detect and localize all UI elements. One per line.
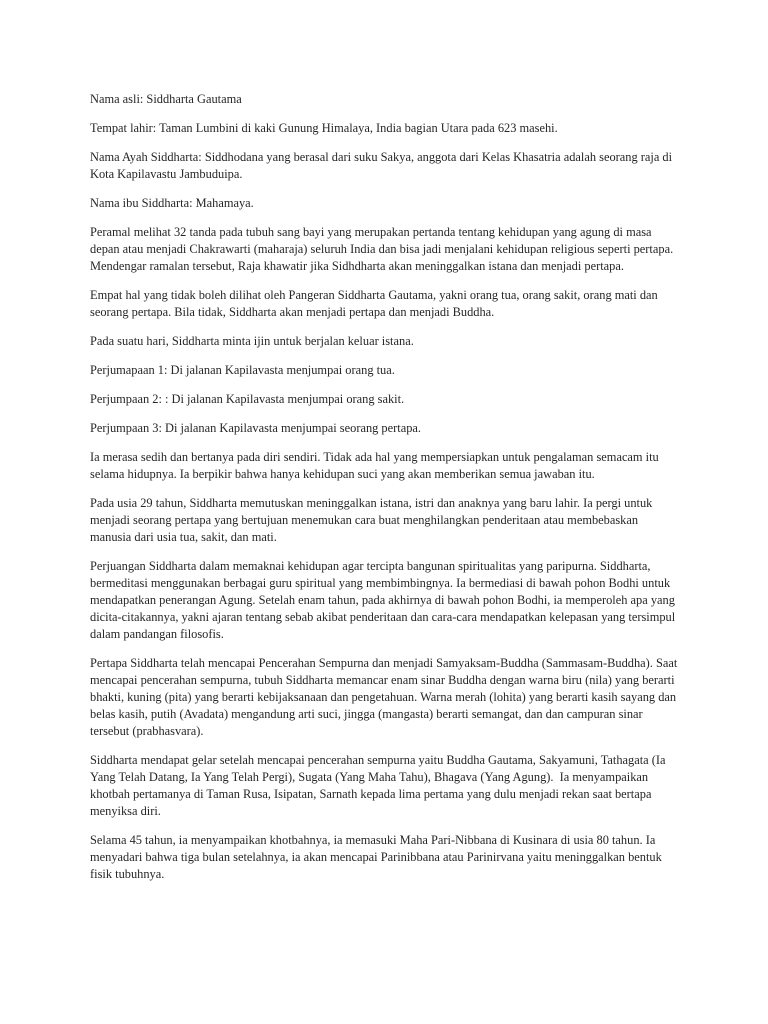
document-page [90, 91, 680, 895]
paragraph-renunciation: Pada usia 29 tahun, Siddharta memutuskan meninggalkan istana, istri dan anaknya yang baru lahir. Ia pergi untuk menjadi seorang pertapa yang bertujuan menemukan cara buat menghilangkan penderitaan atau membebaskan manusia dari usia tua, sakit, dan mati. [90, 496, 656, 544]
paragraph-encounter-3: Perjumpaan 3: Di jalanan Kapilavasta menjumpai seorang pertapa. [90, 421, 421, 435]
paragraph-mother-name: Nama ibu Siddharta: Mahamaya. [90, 196, 254, 210]
paragraph-four-sights: Empat hal yang tidak boleh dilihat oleh Pangeran Siddharta Gautama, yakni orang tua, orang sakit, orang mati dan seorang pertapa. Bila tidak, Siddharta akan menjadi pertapa dan menjadi Buddha. [90, 288, 661, 319]
paragraph-birthplace: Tempat lahir: Taman Lumbini di kaki Gunung Himalaya, India bagian Utara pada 623 masehi. [90, 121, 558, 135]
paragraph-encounter-1: Perjumapaan 1: Di jalanan Kapilavasta menjumpai orang tua. [90, 363, 395, 377]
paragraph-enlightenment: Pertapa Siddharta telah mencapai Pencerahan Sempurna dan menjadi Samyaksam-Buddha (Sammasam-Buddha). Saat mencapai pencerahan sempurna, tubuh Siddharta memancar enam sinar Buddha dengan warna biru (nila) yang berarti bhakti, kuning (pita) yang berarti kebijaksanaan dan pengetahuan. Warna merah (lohita) yang berarti kasih sayang dan belas kasih, putih (Avadata) mengandung arti suci, jingga (mangasta) berarti semangat, dan dan campuran sinar tersebut (prabhasvara). [90, 656, 681, 738]
paragraph-reflection: Ia merasa sedih dan bertanya pada diri sendiri. Tidak ada hal yang mempersiapkan untuk pengalaman semacam itu selama hidupnya. Ia berpikir bahwa hanya kehidupan suci yang akan memberikan semua jawaban itu. [90, 450, 662, 481]
paragraph-parinirvana: Selama 45 tahun, ia menyampaikan khotbahnya, ia memasuki Maha Pari-Nibbana di Kusinara di usia 80 tahun. Ia menyadari bahwa tiga bulan setelahnya, ia akan mencapai Parinibbana atau Parinirvana yaitu meninggalkan bentuk fisik tubuhnya. [90, 833, 665, 881]
paragraph-leaving-palace: Pada suatu hari, Siddharta minta ijin untuk berjalan keluar istana. [90, 334, 414, 348]
paragraph-father-name: Nama Ayah Siddharta: Siddhodana yang berasal dari suku Sakya, anggota dari Kelas Khasatria adalah seorang raja di Kota Kapilavastu Jambuduipa. [90, 150, 676, 181]
paragraph-prophecy: Peramal melihat 32 tanda pada tubuh sang bayi yang merupakan pertanda tentang kehidupan yang agung di masa depan atau menjadi Chakrawarti (maharaja) seluruh India dan bisa jadi menjalani kehidupan religious seperti pertapa. Mendengar ramalan tersebut, Raja khawatir jika Sidhdharta akan meninggalkan istana dan menjadi pertapa. [90, 225, 677, 273]
paragraph-struggle: Perjuangan Siddharta dalam memaknai kehidupan agar tercipta bangunan spiritualitas yang paripurna. Siddharta, bermeditasi menggunakan berbagai guru spiritual yang membimbingnya. Ia bermediasi di bawah pohon Bodhi untuk mendapatkan penerangan Agung. Setelah enam tahun, pada akhirnya di bawah pohon Bodhi, ia memperoleh apa yang dicita-citakannya, yakni ajaran tentang sebab akibat penderitaan dan cara-cara mendapatkan kelepasan yang tersimpul dalam pandangan filosofis. [90, 559, 679, 641]
paragraph-encounter-2: Perjumpaan 2: : Di jalanan Kapilavasta menjumpai orang sakit. [90, 392, 405, 406]
paragraph-titles: Siddharta mendapat gelar setelah mencapai pencerahan sempurna yaitu Buddha Gautama, Sakyamuni, Tathagata (Ia Yang Telah Datang, Ia Yang Telah Pergi), Sugata (Yang Maha Tahu), Bhagava (Yang Agung). Ia menyampaikan khotbah pertamanya di Taman Rusa, Isipatan, Sarnath kepada lima pertama yang dulu menjadi rekan saat bertapa menyiksa diri. [90, 753, 669, 818]
paragraph-real-name: Nama asli: Siddharta Gautama [90, 92, 242, 106]
